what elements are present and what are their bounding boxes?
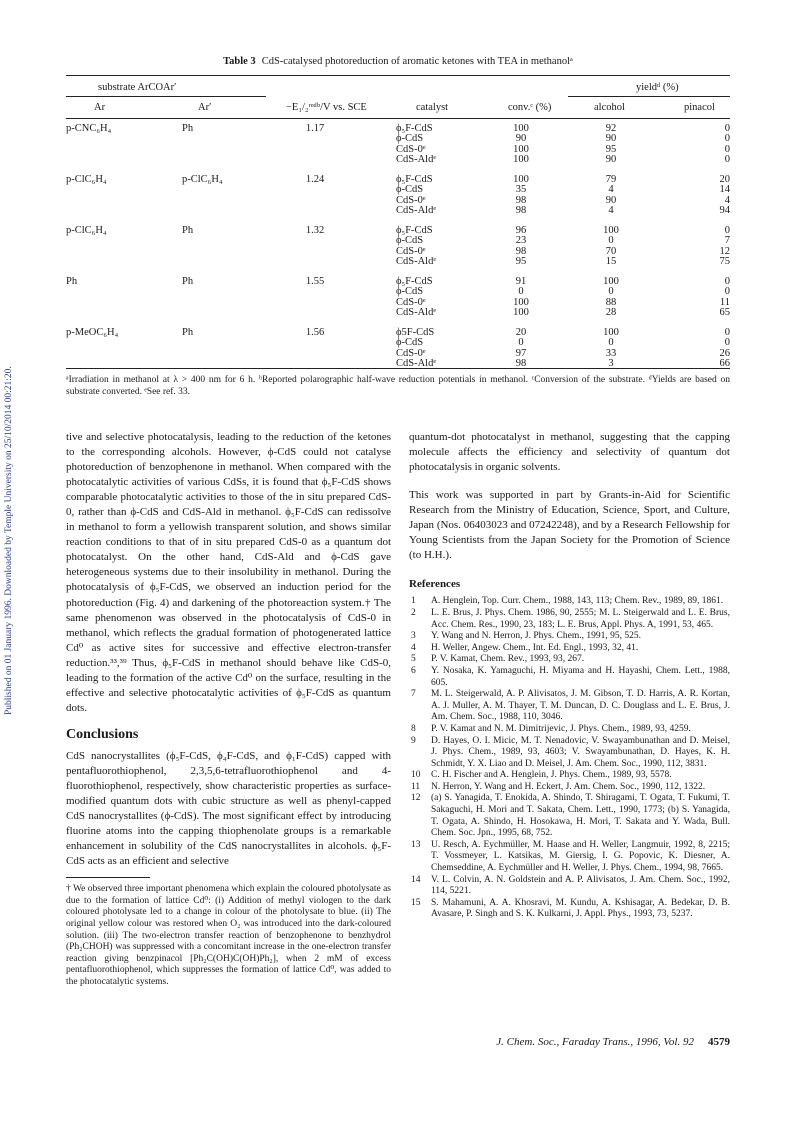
cell-catalysts xyxy=(396,328,436,370)
alcohol-value: 90 xyxy=(605,133,617,145)
catalyst: ϕ-CdS xyxy=(396,286,424,298)
reference-number: 14 xyxy=(411,874,421,885)
body-paragraph: quantum-dot photocatalyst in methanol, suggesting that the capping molecule affects the efficiency and selectivity of quantum dot photocatalysis in organic solvents. xyxy=(409,431,730,474)
header-yield: yieldᵈ (%) xyxy=(636,82,679,93)
reference-number: 15 xyxy=(411,897,421,908)
references-heading: References xyxy=(409,578,461,591)
cell-catalysts xyxy=(396,175,436,217)
reference-item xyxy=(409,875,730,898)
catalyst: CdS-Aldᵉ xyxy=(396,205,437,217)
cell-conversion xyxy=(496,175,546,217)
conversion-value: 23 xyxy=(515,235,527,247)
conversion-value: 20 xyxy=(515,327,527,338)
cell-conversion xyxy=(496,277,546,319)
pinacol-value: 0 xyxy=(724,133,730,145)
reference-number: 1 xyxy=(411,596,416,607)
conversion-value: 0 xyxy=(518,337,524,349)
pinacol-value: 0 xyxy=(724,143,730,155)
footnote-rule xyxy=(66,877,150,878)
table-row-group xyxy=(66,226,730,277)
pinacol-value: 94 xyxy=(719,205,730,217)
alcohol-value: 90 xyxy=(605,194,617,206)
reference-number: 7 xyxy=(411,689,416,700)
cell-alcohol xyxy=(584,226,638,268)
header-reduction-potential: −E₁/₂ʳᵉᵈᵇ/V vs. SCE xyxy=(286,102,367,113)
conversion-value: 90 xyxy=(515,133,527,145)
pinacol-value: 4 xyxy=(724,194,730,206)
conversion-value: 95 xyxy=(515,256,527,268)
download-watermark: Published on 01 January 1996. Downloaded by Temple University on 25/10/2014 00:21:20. xyxy=(4,366,14,715)
catalyst: CdS-0ᵉ xyxy=(396,245,426,257)
cell-pinacol xyxy=(666,124,730,166)
pinacol-value: 12 xyxy=(719,245,730,257)
alcohol-value: 0 xyxy=(608,235,614,247)
conversion-value: 100 xyxy=(513,174,529,185)
reference-item xyxy=(409,631,730,643)
cell-potential: 1.17 xyxy=(305,123,325,134)
reference-item xyxy=(409,724,730,736)
yield-span-rule xyxy=(568,96,730,97)
reference-text: L. E. Brus, J. Phys. Chem. 1986, 90, 2555; M. L. Steigerwald and L. E. Brus, Acc. Chem. Res., 1990, 23, 183; L. E. Brus, Appl. Phys. A, 1991, 53, 465. xyxy=(431,607,730,630)
cell-conversion xyxy=(496,226,546,268)
cell-conversion xyxy=(496,328,546,370)
alcohol-value: 4 xyxy=(608,184,614,196)
catalyst: CdS-0ᵉ xyxy=(396,347,426,359)
alcohol-value: 15 xyxy=(605,256,617,268)
reference-item xyxy=(409,643,730,655)
cell-alcohol xyxy=(584,124,638,166)
conversion-value: 0 xyxy=(518,286,524,298)
cell-pinacol xyxy=(666,226,730,268)
reference-number: 2 xyxy=(411,607,416,618)
reference-text: V. L. Colvin, A. N. Goldstein and A. P. Alivisatos, J. Am. Chem. Soc., 1992, 114, 5221. xyxy=(431,874,730,897)
pinacol-value: 0 xyxy=(724,123,730,134)
reference-number: 11 xyxy=(411,781,421,792)
reference-item xyxy=(409,898,730,921)
reference-text: S. Mahamuni, A. A. Khosravi, M. Kundu, A. Kshisagar, A. Bedekar, D. B. Avasare, P. Singh and S. K. Kulkarni, J. Appl. Phys., 1993, 73, 5237. xyxy=(431,897,730,920)
header-conversion: conv.ᶜ (%) xyxy=(508,102,552,113)
reference-number: 13 xyxy=(411,839,421,850)
reference-text: (a) S. Yanagida, T. Enokida, A. Shindo, T. Shiragami, T. Ogata, T. Fukumi, T. Sakaguchi, H. Mori and T. Sakata, Chem. Lett., 1990, 1773; (b) S. Yanagida, T. Ogata, A. Shindo, H. Hosokawa, H. Mori, T. Sakata and Y. Wada, Bull. Chem. Soc. Jpn., 1995, 68, 752. xyxy=(431,793,730,839)
header-pinacol: pinacol xyxy=(684,102,715,113)
table-row-group xyxy=(66,124,730,175)
reference-text: Y. Wang and N. Herron, J. Phys. Chem., 1991, 95, 525. xyxy=(431,631,641,642)
cell-ar: p-ClC₆H₄ xyxy=(66,174,107,185)
table-row-group xyxy=(66,277,730,328)
cell-arp: Ph xyxy=(182,123,194,134)
pinacol-value: 0 xyxy=(724,154,730,166)
reference-text: P. V. Kamat and N. M. Dimitrijevic, J. Phys. Chem., 1989, 93, 4259. xyxy=(431,723,691,734)
alcohol-value: 3 xyxy=(608,358,614,370)
conversion-value: 98 xyxy=(515,245,527,257)
cell-alcohol xyxy=(584,328,638,370)
alcohol-value: 28 xyxy=(605,307,617,319)
cell-catalysts xyxy=(396,277,436,319)
reference-item xyxy=(409,608,730,631)
pinacol-value: 66 xyxy=(719,358,730,370)
cell-ar: Ph xyxy=(66,276,78,287)
body-paragraph: tive and selective photocatalysis, leading to the reduction of the ketones to the corresponding alcohols. However, ϕ-CdS could not catalyse photoreduction of benzophenone in methanol. When compared with the photocatalytic activities of various CdSs, it is found that ϕ₅F-CdS shows comparable photocatalytic activities to those of the in situ prepared CdS-0, rather than ϕ-CdS and CdS-Ald in methanol. ϕ₅F-CdS can redissolve in methanol to form a yellowish transparent solution, and shows similar reaction conditions to that of in situ prepared CdS-0 as a quantum dot photocatalyst. On the other hand, CdS-Ald and ϕ-CdS gave heterogeneous systems due to their insolubility in methanol. During the photocatalysis of ϕ₅F-CdS, we observed an induction period for the photoreduction (Fig. 4) and darkening of the photoreaction system.† The same phenomenon was observed in the photocatalysis of CdS-0 in methanol, which reflects the gradual formation of photogenerated lattice Cd⁰ as active sites for successive and effective electron-transfer reduction.³³,³⁹ Thus, ϕ₅F-CdS in methanol should behave like CdS-0, leading to the formation of the active Cd⁰ on the surface, resulting in the effective and selective photocatalytic activities of ϕ₅F-CdS as quantum dots. xyxy=(66,431,391,714)
pinacol-value: 26 xyxy=(719,347,730,359)
dagger-footnote: † We observed three important phenomena which explain the coloured photolysate as due to the formation of lattice Cd⁰: (i) Addition of methyl viologen to the dark coloured photolysate led to a change in colour of the photolysate to blue. (ii) The original yellow colour was restored when O₂ was introduced into the dark-coloured solution. (iii) The two-electron transfer reaction of benzophenone to benzhydrol (Ph₂CHOH) was suppressed with a concomitant increase in the one-electron transfer reaction giving benzpinacol [Ph₂C(OH)C(OH)Ph₂], when 2 mM of excess pentafluorothiophenol, which suppresses the formation of lattice Cd⁰, was added to the photocatalytic systems. xyxy=(66,884,391,988)
reference-item xyxy=(409,736,730,771)
reference-number: 6 xyxy=(411,665,416,676)
conversion-value: 98 xyxy=(515,205,527,217)
reference-number: 8 xyxy=(411,723,416,734)
table-caption xyxy=(66,56,730,67)
reference-number: 9 xyxy=(411,735,416,746)
reference-text: A. Henglein, Top. Curr. Chem., 1988, 143, 113; Chem. Rev., 1989, 89, 1861. xyxy=(431,596,724,607)
table-footnote: ᵃIrradiation in methanol at λ > 400 nm for 6 h. ᵇReported polarographic half-wave reduction potentials in methanol. ᶜConversion of the substrate. ᵈYields are based on substrate converted. ᵉSee ref. 33. xyxy=(66,375,730,397)
conversion-value: 98 xyxy=(515,358,527,370)
catalyst: ϕ₅F-CdS xyxy=(396,123,433,134)
conclusions-paragraph: CdS nanocrystallites (ϕ₅F-CdS, ϕ₄F-CdS, and ϕ₁F-CdS) capped with pentafluorothiophenol, 2,3,5,6-tetrafluorothiophenol and 4-fluorothiophenol, respectively, show characteristic properties as surface-modified quantum dots with cubic structure as well as phenyl-capped CdS nanocrystallites (ϕ-CdS). The most significant effect by introducing fluorine atoms into the capping thiophenolate groups is a remarkable enhancement in solubility of the CdS nanocrystallites in alcohols. ϕ₅F-CdS acts as an efficient and selective xyxy=(66,749,391,868)
reference-text: Y. Nosaka, K. Yamaguchi, H. Miyama and H. Hayashi, Chem. Lett., 1988, 605. xyxy=(431,665,730,688)
reference-item xyxy=(409,770,730,782)
header-catalyst: catalyst xyxy=(416,102,449,113)
alcohol-value: 0 xyxy=(608,286,614,298)
alcohol-value: 0 xyxy=(608,337,614,349)
conversion-value: 35 xyxy=(515,184,527,196)
cell-potential: 1.55 xyxy=(305,276,325,287)
conversion-value: 100 xyxy=(513,296,529,308)
cell-ar: p-MeOC₆H₄ xyxy=(66,327,119,338)
reference-item xyxy=(409,596,730,608)
header-arp: Ar′ xyxy=(198,102,212,113)
pinacol-value: 14 xyxy=(719,184,730,196)
catalyst: ϕ-CdS xyxy=(396,337,424,349)
cell-arp: Ph xyxy=(182,225,194,236)
reference-text: C. H. Fischer and A. Henglein, J. Phys. Chem., 1989, 93, 5578. xyxy=(431,770,672,781)
acknowledgement-paragraph: This work was supported in part by Grants-in-Aid for Scientific Research from the Ministry of Education, Science, Sport, and Culture, Japan (Nos. 06403023 and 07242248), and by a Research Fellowship for Young Scientists from the Japan Society for the Promotion of Science (to H.H.). xyxy=(409,489,730,562)
catalyst: CdS-Aldᵉ xyxy=(396,154,437,166)
reference-text: D. Hayes, O. I. Micic, M. T. Nenadovic, V. Swayambunathan and D. Meisel, J. Phys. Chem., 1989, 93, 4603; V. Swayambunathan, D. Hayes, K. H. Schmidt, Y. X. Liao and D. Meisel, J. Am. Chem. Soc., 1990, 112, 3831. xyxy=(431,735,730,769)
right-column xyxy=(409,430,730,921)
reference-text: U. Resch, A. Eychmüller, M. Haase and H. Weller, Langmuir, 1992, 8, 2215; T. Vossmeyer, L. Katsikas, M. Giersig, I. G. Popovic, K. Diesner, A. Chemseddine, A. Eychmüller and H. Weller, J. Phys. Chem., 1994, 98, 7665. xyxy=(431,839,730,874)
section-heading-conclusions: Conclusions xyxy=(66,726,139,742)
pinacol-value: 0 xyxy=(724,286,730,298)
substrate-span-rule xyxy=(66,96,266,97)
cell-pinacol xyxy=(666,175,730,217)
pinacol-value: 75 xyxy=(719,256,730,268)
reference-list xyxy=(409,596,730,921)
cell-arp: p-ClC₆H₄ xyxy=(182,174,223,185)
conversion-value: 91 xyxy=(515,276,527,287)
catalyst: ϕ₅F-CdS xyxy=(396,276,433,287)
alcohol-value: 100 xyxy=(603,327,619,338)
reference-text: H. Weller, Angew. Chem., Int. Ed. Engl., 1993, 32, 41. xyxy=(431,642,639,653)
header-substrate: substrate ArCOAr′ xyxy=(98,82,177,93)
alcohol-value: 33 xyxy=(605,347,617,359)
catalyst: ϕ-CdS xyxy=(396,235,424,247)
cell-conversion xyxy=(496,124,546,166)
catalyst: CdS-0ᵉ xyxy=(396,296,426,308)
cell-catalysts xyxy=(396,226,436,268)
alcohol-value: 92 xyxy=(605,123,617,134)
conversion-value: 100 xyxy=(513,123,529,134)
conversion-value: 98 xyxy=(515,194,527,206)
catalyst: ϕ₅F-CdS xyxy=(396,174,433,185)
reference-item xyxy=(409,689,730,724)
alcohol-value: 100 xyxy=(603,225,619,236)
pinacol-value: 65 xyxy=(719,307,730,319)
journal-footer xyxy=(420,1036,730,1048)
cell-pinacol xyxy=(666,328,730,370)
header-ar: Ar xyxy=(94,102,106,113)
conversion-value: 96 xyxy=(515,225,527,236)
reference-item xyxy=(409,782,730,794)
table-caption-text: CdS-catalysed photoreduction of aromatic ketones with TEA in methanolᵃ xyxy=(261,56,573,67)
cell-catalysts xyxy=(396,124,436,166)
pinacol-value: 11 xyxy=(719,296,730,308)
catalyst: ϕ5F-CdS xyxy=(396,327,435,338)
cell-ar: p-CNC₆H₄ xyxy=(66,123,112,134)
catalyst: CdS-0ᵉ xyxy=(396,194,426,206)
conversion-value: 97 xyxy=(515,347,527,359)
table-body xyxy=(66,124,730,379)
cell-arp: Ph xyxy=(182,327,194,338)
reference-text: P. V. Kamat, Chem. Rev., 1993, 93, 267. xyxy=(431,654,585,665)
reference-item xyxy=(409,793,730,839)
conversion-value: 100 xyxy=(513,154,529,166)
header-alcohol: alcohol xyxy=(594,102,625,113)
pinacol-value: 0 xyxy=(724,225,730,236)
reference-number: 3 xyxy=(411,631,416,642)
reference-item xyxy=(409,666,730,689)
alcohol-value: 100 xyxy=(603,276,619,287)
reference-number: 5 xyxy=(411,654,416,665)
conversion-value: 100 xyxy=(513,307,529,319)
table-header-rule xyxy=(66,118,730,119)
table-label: Table 3 xyxy=(223,56,256,67)
left-column xyxy=(66,430,391,989)
catalyst: ϕ₅F-CdS xyxy=(396,225,433,236)
pinacol-value: 7 xyxy=(724,235,730,247)
cell-pinacol xyxy=(666,277,730,319)
alcohol-value: 70 xyxy=(605,245,617,257)
reference-number: 12 xyxy=(411,793,421,804)
reference-number: 4 xyxy=(411,642,416,653)
table-row-group xyxy=(66,175,730,226)
pinacol-value: 20 xyxy=(719,174,730,185)
reference-item xyxy=(409,840,730,875)
table-row-group xyxy=(66,328,730,379)
alcohol-value: 90 xyxy=(605,154,617,166)
reference-text: M. L. Steigerwald, A. P. Alivisatos, J. M. Gibson, T. D. Harris, A. R. Kortan, A. J. Muller, A. M. Thayer, T. M. Duncan, D. C. Douglass and L. E. Brus, J. Am. Chem. Soc., 1988, 110, 3046. xyxy=(431,689,730,723)
catalyst: CdS-0ᵉ xyxy=(396,143,426,155)
pinacol-value: 0 xyxy=(724,327,730,338)
alcohol-value: 4 xyxy=(608,205,614,217)
catalyst: CdS-Aldᵉ xyxy=(396,256,437,268)
cell-arp: Ph xyxy=(182,276,194,287)
cell-alcohol xyxy=(584,175,638,217)
table-top-rule xyxy=(66,75,730,76)
reference-item xyxy=(409,654,730,666)
pinacol-value: 0 xyxy=(724,276,730,287)
journal-citation: J. Chem. Soc., Faraday Trans., 1996, Vol. 92 xyxy=(496,1036,694,1048)
catalyst: CdS-Aldᵉ xyxy=(396,307,437,319)
reference-number: 10 xyxy=(411,770,421,781)
catalyst: ϕ-CdS xyxy=(396,133,424,145)
catalyst: ϕ-CdS xyxy=(396,184,424,196)
pinacol-value: 0 xyxy=(724,337,730,349)
cell-alcohol xyxy=(584,277,638,319)
cell-potential: 1.24 xyxy=(305,174,325,185)
alcohol-value: 79 xyxy=(605,174,617,185)
cell-ar: p-ClC₆H₄ xyxy=(66,225,107,236)
conversion-value: 100 xyxy=(513,143,529,155)
page-number: 4579 xyxy=(708,1036,730,1048)
alcohol-value: 88 xyxy=(605,296,617,308)
table-bottom-rule xyxy=(66,368,730,369)
catalyst: CdS-Aldᵉ xyxy=(396,358,437,370)
alcohol-value: 95 xyxy=(605,143,617,155)
cell-potential: 1.32 xyxy=(305,225,325,236)
reference-text: N. Herron, Y. Wang and H. Eckert, J. Am. Chem. Soc., 1990, 112, 1322. xyxy=(431,781,706,792)
cell-potential: 1.56 xyxy=(305,327,325,338)
